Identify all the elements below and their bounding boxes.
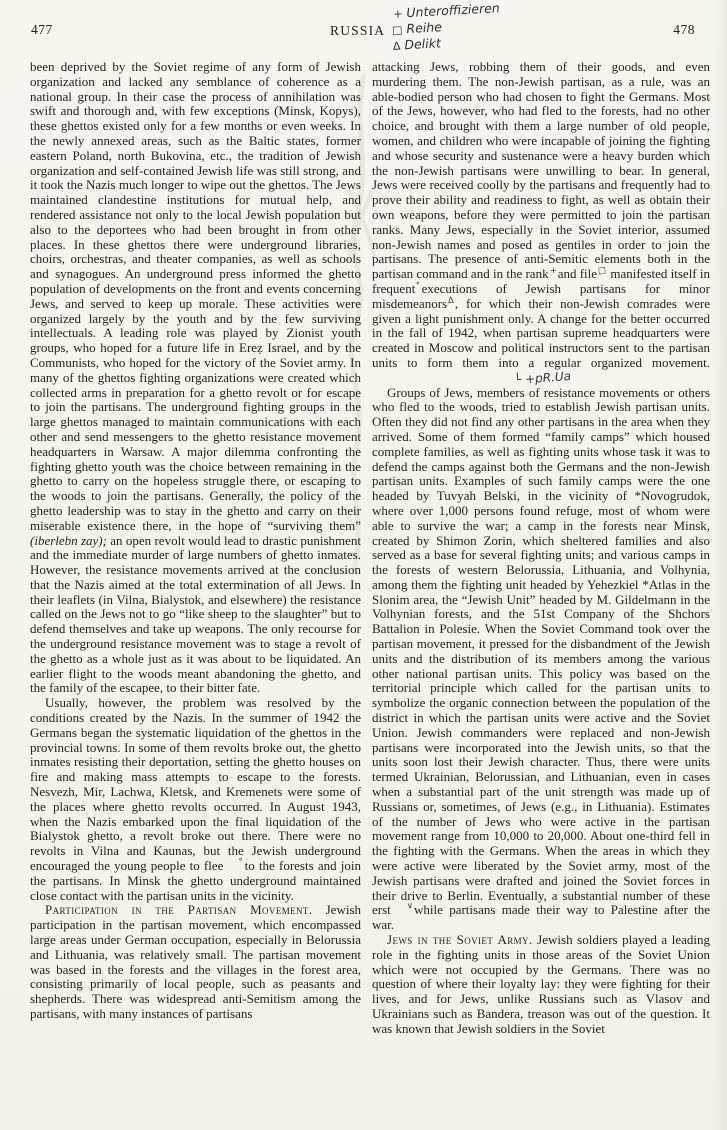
section-heading: Participation in the Partisan Movement.: [45, 902, 313, 918]
handwritten-mark: ∨: [406, 901, 414, 912]
handwritten-symbol: +: [392, 7, 403, 21]
handwritten-label: Delikt: [404, 35, 442, 53]
handwritten-mark: □: [597, 265, 607, 277]
handwritten-note: └ +pR.Ua: [513, 368, 572, 387]
text-column-left: [30, 60, 361, 1022]
italic-phrase: (iberlebn zay);: [30, 532, 107, 548]
handwritten-mark: Δ: [447, 295, 455, 307]
handwritten-annotation-legend: [391, 0, 502, 54]
handwritten-symbol: Δ: [392, 39, 401, 53]
running-title: RUSSIA: [330, 23, 386, 38]
handwritten-label: Reihe: [406, 19, 443, 37]
paragraph: Groups of Jews, members of resistance movements or others who fled to the woods, tried to establish Jewish partisan units. Often they did not find any other partisans in the area when they arrived. Some of them formed “family camps” which housed complete families, as well as fighting units whose task it was to defend the camps against both the Germans and the non-Jewish partisan units. Examples of such family camps were the one headed by Tuvyah Belski, in the vicinity of *Novogrudok, where over 1,000 persons found refuge, most of whom were able to survive the war; a camp in the forests near Minsk, created by Shimon Zorin, which sheltered families and also served as a base for several fighting units; and various camps in the forests of western Belorussia, Lithuania, and Volhynia, among them the fighting unit headed by Yehezkiel *Atlas in the Slonim area, the “Jewish Unit” headed by M. Gildelmann in the Volhynian forests, and the 51st Company of the Shchors Battalion in Polesie. When the Soviet Command took over the partisan movement, it pressed for the disbandment of the Jewish units and the distribution of its members among the various other national partisan units. This policy was based on the territorial principle which called for the partisan units to symbolize the organic connection between the population of the district in which the partisan units were active and the Soviet Union. Jewish commanders were replaced and non-Jewish partisans were incorporated into the Jewish units, so that the units soon lost their Jewish character. Thus, there were units termed Ukrainian, Belorussian, and Lithuanian, even in cases when a substantial part of the unit strength was made up of Russians or, sometimes, of Jews (e.g., in Lithuania). Estimates of the number of Jews who were active in the partisan movement range from 10,000 to 20,000. About one-third fell in the fighting with the Germans. When the areas in which they were active were liberated by the Soviet army, most of the Jewish partisans were drafted and joined the Soviet forces in their drive to Berlin. Eventually, a substantial number of these erst ∨while partisans made their way to Palestine after the war.: [372, 384, 710, 933]
paragraph: Participation in the Partisan Movement. Jewish participation in the partisan movement, which encompassed large areas under German occupation, especially in Belorussia and Lithuania, was relatively small. The partisan movement was based in the forests and the villages in the forest area, consisting primarily of local people, such as peasants and shepherds. There was widespread anti-Semitism among the partisans, with many instances of partisans: [30, 902, 362, 1021]
paragraph: attacking Jews, robbing them of their goods, and even murdering them. The non-Jewish partisan, as a rule, was an able-bodied person who had chosen to fight the Germans. Most of the Jews, however, who had fled to the forests, had no other choice, and brought with them a large number of old people, women, and children who were incapable of joining the fighting and whose security and sustenance were a heavy burden which the non-Jewish partisans were unwilling to bear. In general, Jews were received coolly by the partisans and frequently had to prove their ability and readiness to fight, as well as obtain their own weapons, before they were permitted to join the partisan ranks. Many Jews, especially in the Soviet interior, assumed non-Jewish names and posed as gentiles in order to join the partisans. The presence of anti-Semitic elements both in the partisan command and in the rank+and file□ manifested itself in frequent°executions of Jewish partisans for minor misdemeanorsΔ, for which their non-Jewish comrades were given a light punishment only. A change for the better occurred in the fall of 1942, when partisan supreme headquarters were created in Moscow and political instructors sent to the partisan units to form them into a regular organized movement.└ +pR.Ua: [372, 59, 711, 387]
handwritten-mark: +: [549, 265, 558, 277]
paragraph: Jews in the Soviet Army. Jewish soldiers played a leading role in the fighting units in those areas of the Soviet Union which were not occupied by the Germans. There was no question of where their loyalty lay: they were fighting for their lives, and for Jews, unlike Russians such as Vlasov and Ukrainians such as Bandera, treason was out of the question. It was known that Jewish soldiers in the Soviet: [372, 932, 711, 1036]
paragraph: Usually, however, the problem was resolved by the conditions created by the Nazis. In the summer of 1942 the Germans began the systematic liquidation of the ghettos in the provincial towns. In some of them revolts broke out, the ghetto inmates resisting their deportation, setting the ghetto houses on fire and making mass attempts to escape to the forests. Nesvezh, Mir, Lachwa, Kletsk, and Kremenets were some of the places where ghetto revolts occurred. In August 1943, when the Nazis embarked upon the final liquidation of the Bialystok ghetto, a revolt broke out there. There were no revolts in Vilna and Kaunas, but the Jewish underground encouraged the young people to flee °to the forests and join the partisans. In Minsk the ghetto underground maintained close contact with the partisan units in the vicinity.: [30, 695, 361, 903]
text-column-right: [372, 60, 710, 1037]
section-heading: Jews in the Soviet Army.: [387, 932, 533, 948]
page-number-left: 477: [31, 22, 53, 37]
page-number-right: 478: [673, 22, 695, 37]
handwritten-mark: °: [238, 857, 245, 868]
paragraph: been deprived by the Soviet regime of any form of Jewish organization and lacked any semblance of coherence as a national group. In their case the process of annihilation was swift and thorough and, with few exceptions (Minsk, Kopys), these ghettos existed only for a few months or even weeks. In the newly annexed areas, such as the Baltic states, former eastern Poland, north Bukovina, etc., the tradition of Jewish organization and self-contained Jewish life was still strong, and it took the Nazis much longer to wipe out the ghettos. The Jews maintained clandestine institutions for mutual help, and rendered assistance not only to the local Jewish population but also to the deportees who had been brought in from other places. In these ghettos there were underground libraries, choirs, orchestras, and theater companies, as well as schools and synagogues. An underground press informed the ghetto population of developments on the front and events concerning Jews, and served to keep up morale. These activities were organized largely by the youth and by the few surviving intellectuals. A leading role was played by Zionist youth groups, who hoped for a future life in Ereẓ Israel, and by the Communists, who hoped for the victory of the Soviet army. In many of the ghettos fighting organizations were created which collected arms in preparation for a ghetto revolt or for escape to join the partisans. The underground fighting groups in the large ghettos managed to maintain communications with each other and send messengers to the ghetto resistance movement headquarters in Warsaw. A major dilemma confronting the fighting ghetto youth was the choice between remaining in the ghetto to carry on the hopeless struggle there, or escaping to the woods to join the partisans. Generally, the policy of the ghetto leadership was to stay in the ghetto and carry on their miserable existence there, in the hope of “surviving them” (iberlebn zay); an open revolt would lead to drastic punishment and the immediate murder of large numbers of ghetto inmates. However, the resistance movements arrived at the conclusion that the Nazis aimed at the total extermination of all Jews. In their leaflets (in Vilna, Bialystok, and elsewhere) the resistance called on the Jews not to go “like sheep to the slaughter” but to defend themselves and take up weapons. The only recourse for the underground resistance movement was to stage a revolt of the ghetto as a whole just as it was about to be liquidated. An earlier flight to the woods meant abandoning the ghetto, and the family of the escapee, to their bitter fate.: [30, 59, 361, 696]
handwritten-symbol: □: [391, 23, 403, 37]
scan-edge-shadow: [713, 0, 727, 1130]
handwritten-label: Unteroffizieren: [406, 0, 501, 21]
